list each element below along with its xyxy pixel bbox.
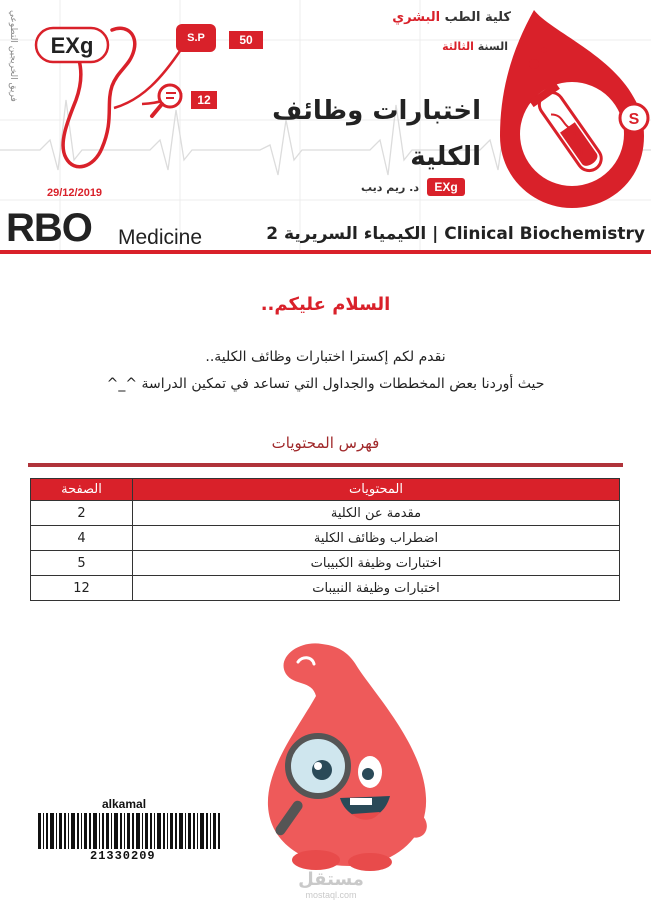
intro-line-2: حيث أوردنا بعض المخططات والجداول التي تساعد في تمكين الدراسة ^_^ (106, 376, 545, 392)
toc-page: 4 (31, 526, 133, 551)
medicine-logo: Medicine (118, 226, 203, 249)
doctor-name: د. ريم ديب (361, 181, 419, 194)
toc-page: 5 (31, 551, 133, 576)
watermark (286, 870, 376, 900)
intro-text (0, 344, 651, 398)
table-row (31, 551, 620, 576)
rbo-logo: RBO (6, 206, 92, 250)
year-highlight: الثالثة (442, 40, 474, 53)
exg-stethoscope-label: EXg (50, 33, 94, 58)
faculty-highlight: البشري (392, 10, 441, 25)
count-badge-12: 12 (191, 91, 217, 109)
course-arabic: الكيمياء السريرية 2 (266, 224, 427, 244)
side-team-text: فريق الخريجين التطوعي (8, 10, 18, 102)
toc-page: 2 (31, 501, 133, 526)
blood-drop-mascot-icon (258, 638, 438, 874)
sp-badge: S.P (176, 24, 216, 52)
toc-header-row (31, 479, 620, 501)
greeting: السلام عليكم.. (260, 294, 391, 315)
count-badge-50: 50 (229, 31, 263, 49)
barcode-icon (38, 813, 223, 849)
faculty-prefix: كلية الطب (440, 10, 511, 25)
toc-divider (28, 463, 623, 467)
title-line-2: الكلية (410, 142, 481, 172)
toc-content: مقدمة عن الكلية (133, 501, 620, 526)
table-row (31, 501, 620, 526)
issue-date: 29/12/2019 (47, 187, 103, 199)
toc-table (30, 478, 620, 601)
toc-header-page: الصفحة (31, 479, 133, 501)
course-title (266, 224, 645, 244)
toc-content: اختبارات وظيفة الكبيبات (133, 551, 620, 576)
table-row (31, 526, 620, 551)
barcode-owner: alkamal (102, 797, 147, 811)
toc-title: فهرس المحتويات (271, 434, 380, 452)
watermark-arabic: مستقل (298, 869, 364, 890)
toc-content: اضطراب وظائف الكلية (133, 526, 620, 551)
barcode-number: 21330209 (90, 849, 156, 863)
page-title (241, 88, 481, 180)
toc-header-contents: المحتويات (133, 479, 620, 501)
toc-content: اختبارات وظيفة النبيبات (133, 576, 620, 601)
title-line-1: اختبارات وظائف (272, 96, 481, 126)
year-prefix: السنة (473, 40, 508, 53)
table-row (31, 576, 620, 601)
course-separator: | (426, 224, 445, 244)
course-english: Clinical Biochemistry (444, 224, 645, 244)
toc-page: 12 (31, 576, 133, 601)
watermark-english: mostaql.com (305, 890, 357, 900)
exg-small-logo: EXg (427, 178, 465, 196)
cover-header (0, 0, 651, 255)
header-divider (0, 250, 651, 254)
test-tube-drop-icon (494, 6, 651, 212)
svg-text:S: S (628, 111, 640, 128)
intro-line-1: نقدم لكم إكسترا اختبارات وظائف الكلية.. (205, 349, 446, 365)
magnifier-icon (148, 80, 190, 122)
